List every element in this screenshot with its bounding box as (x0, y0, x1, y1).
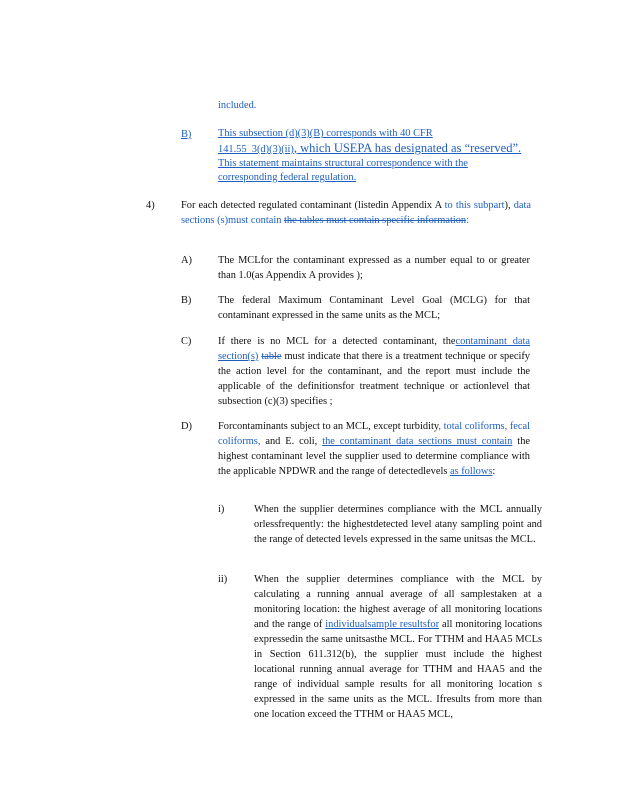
item-label-a: A) (181, 255, 192, 266)
paragraph-i: When the supplier determines compliance with the MCL annually orlessfrequently: the highestdetected level atany sampling point and the range of detected levels expressed in the same unitsas the MCL. (254, 504, 542, 545)
paragraph-a: The MCLfor the contaminant expressed as a number equal to or greater than 1.0(as Appendix A provides ); (218, 255, 530, 281)
item-label-4: 4) (146, 200, 155, 211)
item-label-b-reserved: B) (181, 129, 192, 140)
item-label-d: D) (181, 421, 192, 432)
item-label-i: i) (218, 504, 225, 515)
paragraph-4: For each detected regulated contaminant (listedin Appendix A to this subpart), data sections (s)must contain the tables must contain specific information: (181, 200, 531, 226)
paragraph-ii: When the supplier determines compliance with the MCL by calculating a running annual average of all samplestaken at a monitoring location: the highest average of all monitoring locations and the range of individualsample resultsfor all monitoring locations expressedin the same unitsasthe MCL. For TTHM and HAA5 MCLs in Section 611.312(b), the supplier must include the highest locational running annual average for TTHM and HAA5 and the range of individual sample results for all monitoring location s expressed in the same units as the MCL. Ifresults from more than one location exceed the TTHM or HAA5 MCL, (254, 574, 542, 720)
paragraph-d: Forcontaminants subject to an MCL, except turbidity, total coliforms, fecal coliforms, and E. coli, the contaminant data sections must contain the highest contaminant level the supplier used to determine compliance with the applicable NPDWR and the range of detectedlevels as follows: (218, 421, 530, 477)
reserved-note-line: 141.55_3(d)(3)(ii), which USEPA has designated as “reserved”. (218, 141, 522, 155)
reserved-note (218, 127, 528, 185)
paragraph-b: The federal Maximum Contaminant Level Goal (MCLG) for that contaminant expressed in the same units as the MCL; (218, 295, 530, 321)
item-label-ii: ii) (218, 574, 228, 585)
item-label-c: C) (181, 336, 192, 347)
item-label-b: B) (181, 295, 192, 306)
reserved-note-line: This statement maintains structural correspondence with the (218, 158, 468, 169)
paragraph-c: If there is no MCL for a detected contaminant, thecontaminant data section(s) table must indicate that there is a treatment technique or specify the action level for the contaminant, and the report must include the applicable of the definitionsfor treatment technique or actionlevel that subsection (c)(3) specifies ; (218, 336, 531, 407)
continued-text-fragment: included. (218, 100, 257, 111)
reserved-note-line: This subsection (d)(3)(B) corresponds with 40 CFR (218, 128, 433, 139)
reserved-note-line: corresponding federal regulation. (218, 172, 357, 183)
